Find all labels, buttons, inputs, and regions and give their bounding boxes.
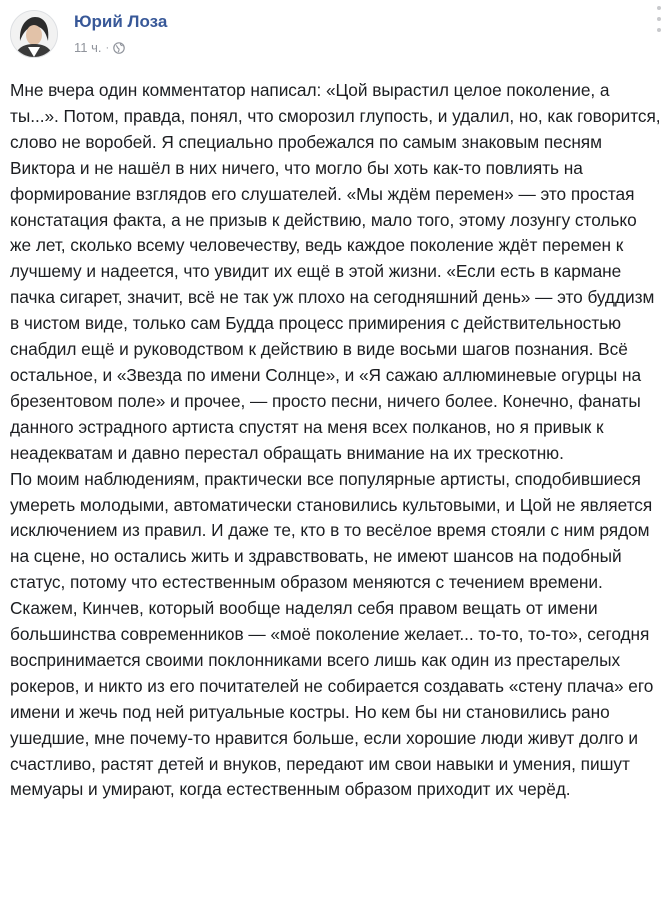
author-name-link[interactable]: Юрий Лоза — [74, 12, 168, 31]
more-options-icon[interactable] — [652, 6, 666, 32]
post-text: Мне вчера один комментатор написал: «Цой вырастил целое поколение, а ты...». Потом, правда, понял, что сморозил глупость, и удалил, но, как говорится, слово не воробей. Я специально пробежался по самым знаковым песням Виктора и не нашёл в них ничего, что могло бы хоть как-то повлиять на формирование взглядов его слушателей. «Мы ждём перемен» — это простая констатация факта, а не призыв к действию, мало того, этому лозунгу столько же лет, сколько всему человечеству, ведь каждое поколение ждёт перемен к лучшему и надеется, что увидит их ещё в этой жизни. «Если есть в кармане пачка сигарет, значит, всё не так уж плохо на сегодняшний день» — это буддизм в чистом виде, только сам Будда процесс примирения с действительностью снабдил ещё и руководством к действию в виде восьми шагов познания. Всё остальное, и «Звезда по имени Солнце», и «Я сажаю аллюминевые огурцы на брезентовом поле» и прочее, — просто песни, ничего более. Конечно, фанаты данного эстрадного артиста спустят на меня всех полканов, но я привык к неадекватам и давно перестал обращать внимание на их трескотню. По моим наблюдениям, практически все популярные артисты, сподобившиеся умереть молодыми, автоматически становились культовыми, и Цой не является исключением из правил. И даже те, кто в то весёлое время стояли с ним рядом на сцене, но остались жить и здравствовать, не имеют шансов на подобный статус, потому что естественным образом меняются с течением времени. Скажем, Кинчев, который вообще наделял себя правом вещать от имени большинства современников — «моё поколение желает... то-то, то-то», сегодня воспринимается своими поклонниками всего лишь как один из престарелых рокеров, и никто из его почитателей не собирается создавать «стену плача» его имени и жечь под ней ритуальные костры. Но кем бы ни становились рано ушедшие, мне почему-то нравится больше, если хорошие люди живут долго и счастливо, растят детей и внуков, передают им свои навыки и умения, пишут мемуары и умирают, когда естественным образом приходит их черёд. — [10, 80, 661, 800]
meta-separator: · — [105, 41, 110, 54]
globe-icon — [113, 42, 125, 54]
post-header — [0, 0, 672, 72]
post-timestamp[interactable]: 11 ч. — [74, 40, 102, 55]
author-avatar[interactable] — [10, 10, 58, 58]
post-meta — [74, 40, 125, 55]
avatar-photo — [11, 11, 57, 57]
